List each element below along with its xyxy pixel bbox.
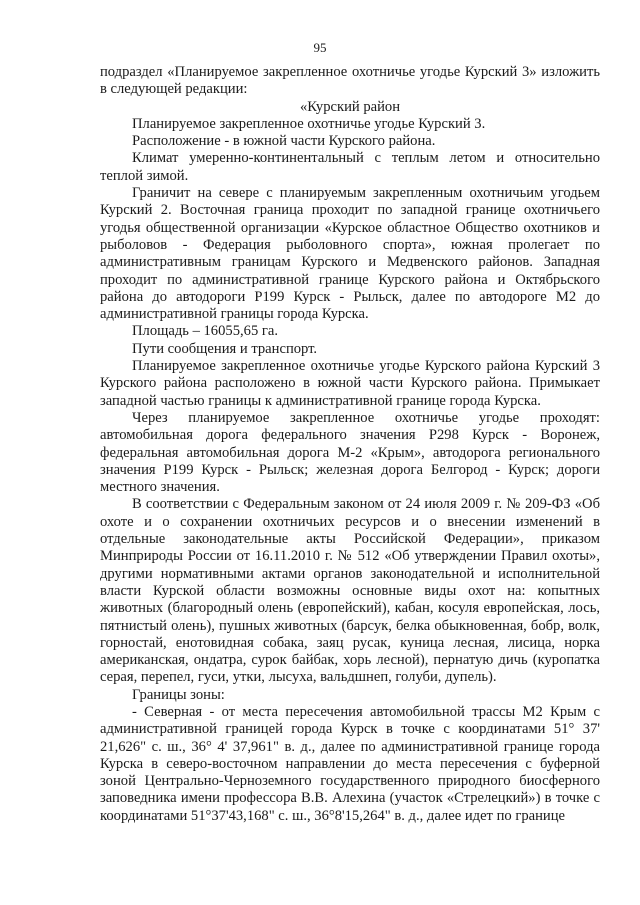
paragraph-transport-location: Планируемое закрепленное охотничье угодье Курского района Курский 3 Курского района расположено в южной части Курского района. Примыкает западной частью границы к административной границе города Курска. [100, 358, 600, 409]
paragraph-district-heading: «Курский район [299, 98, 401, 115]
paragraph-transport-heading: Пути сообщения и транспорт. [132, 340, 318, 357]
page-number: 95 [313, 40, 327, 55]
paragraph-hunting-types: В соответствии с Федеральным законом от 24 июля 2009 г. № 209-ФЗ «Об охоте и о сохранении охотничьих ресурсов и о внесении изменений в отдельные законодательные акты Российской Федерации», приказом Минприроды России от 16.11.2010 г. № 512 «Об утверждении Правил охоты», другими нормативными актами органов законодательной и исполнительной власти Курской области возможны основные виды охот на: копытных животных (благородный олень (европейский), кабан, косуля европейская, лось, пятнистый олень), пушных животных (барсук, белка обыкновенная, бобр, волк, горностай, енотовидная собака, заяц русак, куница лесная, лисица, норка американская, ондатра, сурок байбак, хорь лесной), пернатую дичь (куропатка серая, перепел, гуси, утки, лысуха, вальдшнеп, голуби, дупель). [100, 496, 600, 686]
paragraph-location: Расположение - в южной части Курского района. [132, 133, 436, 150]
paragraph-area: Площадь – 16055,65 га. [132, 323, 278, 340]
paragraph-ground-name: Планируемое закрепленное охотничье угодье Курский 3. [132, 115, 486, 132]
document-body [100, 64, 600, 825]
paragraph-zone-borders-heading: Границы зоны: [132, 686, 225, 703]
paragraph-roads: Через планируемое закрепленное охотничье угодье проходят: автомобильная дорога федерального значения Р298 Курск - Воронеж, федеральная автомобильная дорога М-2 «Крым», автодорога регионального значения Р199 Курск - Рыльск; железная дорога Белгород - Курск; дороги местного значения. [100, 409, 600, 496]
paragraph-north-border: - Северная - от места пересечения автомобильной трассы М2 Крым с административной границей города Курск в точке с координатами 51° 37' 21,626" с. ш., 36° 4' 37,961" в. д., далее по административной границе города Курска в северо-восточном направлении до места пересечения с буферной зоной Центрально-Черноземного государственного природного биосферного заповедника имени профессора В.В. Алехина (участок «Стрелецкий») в точке с координатами 51°37'43,168" с. ш., 36°8'15,264" в. д., далее идет по границе [100, 703, 600, 824]
paragraph-amendment-intro: подраздел «Планируемое закрепленное охотничье угодье Курский 3» изложить в следующей редакции: [100, 64, 600, 98]
paragraph-climate: Климат умеренно-континентальный с теплым летом и относительно теплой зимой. [100, 150, 600, 184]
paragraph-borders: Граничит на севере с планируемым закрепленным охотничьим угодьем Курский 2. Восточная граница проходит по западной границе охотничьего угодья общественной организации «Курское областное Общество охотников и рыболовов - Федерация рыболовного спорта», южная пролегает по административным границам Курского и Медвенского районов. Западная проходит по административной границе Курского района и Октябрьского района до автодороги Р199 Курск - Рыльск, далее по автодороге М2 до административной границы города Курска. [100, 185, 600, 323]
